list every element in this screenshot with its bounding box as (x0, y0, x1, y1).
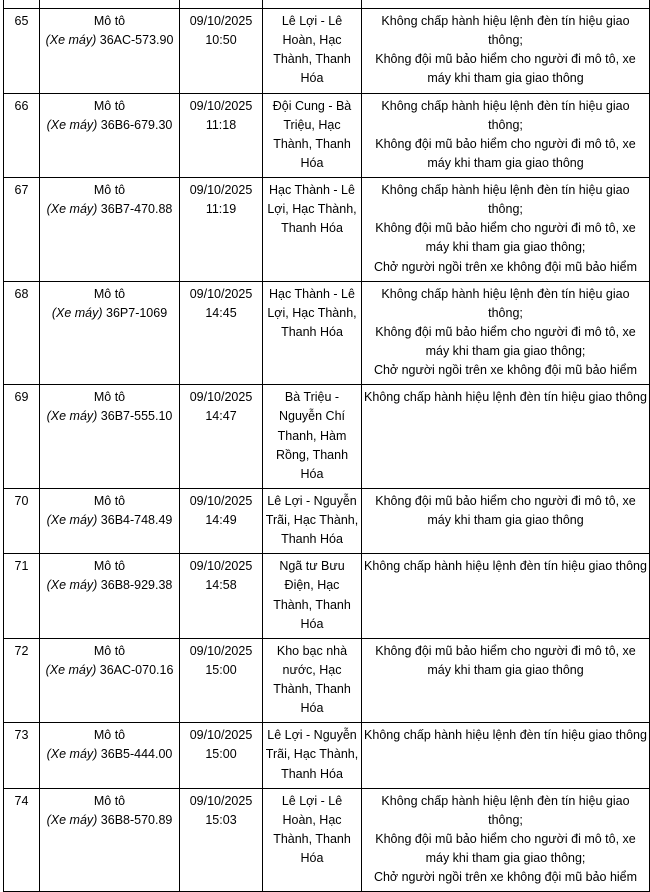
datetime-cell (180, 788, 263, 892)
vehicle-plate: 36B5-444.00 (100, 747, 173, 762)
violation-time: 14:45 (205, 305, 237, 320)
row-number-cell (4, 723, 40, 788)
vehicle-note: (Xe máy) (45, 33, 97, 48)
row-number-cell (4, 385, 40, 489)
violation-time: 11:18 (205, 117, 237, 132)
violation-item: Không chấp hành hiệu lệnh đèn tín hiệu giao thông (364, 390, 647, 405)
vehicle-plate: 36B4-748.49 (100, 513, 173, 527)
vehicle-note: (Xe máy) (46, 117, 98, 132)
row-number-cell (4, 638, 40, 723)
vehicle-type: Mô tô (93, 390, 126, 405)
violation-cell (362, 178, 650, 282)
table-row (4, 9, 650, 94)
vehicle-plate-line (42, 31, 177, 50)
clipped-cell (40, 0, 180, 9)
violation-list (364, 557, 647, 576)
vehicle-plate-line (42, 576, 177, 595)
datetime-cell (180, 178, 263, 282)
violation-time: 15:00 (205, 747, 237, 762)
vehicle-type: Mô tô (93, 493, 126, 508)
violation-cell (362, 638, 650, 723)
vehicle-plate-line (42, 407, 177, 426)
vehicle-plate: 36B6-679.30 (100, 117, 173, 132)
clipped-cell (4, 0, 40, 9)
vehicle-plate: 36AC-070.16 (99, 662, 174, 677)
violation-item: Không đội mũ bảo hiểm cho người đi mô tô, xe máy khi tham gia giao thông; (375, 324, 636, 358)
violation-item: Không đội mũ bảo hiểm cho người đi mô tô, xe máy khi tham gia giao thông; (375, 831, 636, 865)
vehicle-cell (40, 178, 180, 282)
violation-item: Chở người ngồi trên xe không đội mũ bảo hiểm (373, 363, 638, 378)
violation-item: Không đội mũ bảo hiểm cho người đi mô tô, xe máy khi tham gia giao thông; (375, 221, 636, 255)
violations-table-body (4, 0, 650, 892)
violation-time: 10:50 (205, 33, 237, 48)
violation-item: Chở người ngồi trên xe không đội mũ bảo hiểm (373, 870, 638, 885)
location-cell (263, 554, 362, 639)
violation-item: Không chấp hành hiệu lệnh đèn tín hiệu giao thông; (381, 183, 630, 217)
vehicle-note: (Xe máy) (46, 409, 98, 424)
violation-item: Không đội mũ bảo hiểm cho người đi mô tô, xe máy khi tham gia giao thông (375, 643, 636, 677)
vehicle-cell (40, 9, 180, 94)
vehicle-cell (40, 281, 180, 385)
vehicle-plate: 36P7-1069 (106, 305, 168, 320)
table-row (4, 488, 650, 553)
violations-table (3, 0, 650, 892)
vehicle-note: (Xe máy) (46, 812, 98, 827)
vehicle-plate: 36B8-570.89 (100, 812, 173, 827)
location-cell (263, 178, 362, 282)
violation-location: Hạc Thành - Lê Lợi, Hạc Thành, Thanh Hóa (267, 183, 357, 236)
violation-item: Không chấp hành hiệu lệnh đèn tín hiệu giao thông; (381, 14, 630, 48)
violation-item: Không chấp hành hiệu lệnh đèn tín hiệu giao thông; (381, 286, 630, 320)
row-number: 72 (14, 643, 29, 658)
table-row (4, 385, 650, 489)
location-cell (263, 788, 362, 892)
table-row (4, 93, 650, 178)
vehicle-type: Mô tô (93, 98, 126, 113)
datetime-cell (180, 638, 263, 723)
row-number: 69 (14, 390, 29, 405)
violation-location: Lê Lợi - Lê Hoàn, Hạc Thành, Thanh Hóa (273, 14, 351, 86)
vehicle-cell (40, 93, 180, 178)
clipped-previous-row (4, 0, 650, 9)
violation-list (364, 792, 647, 888)
vehicle-note: (Xe máy) (51, 305, 103, 320)
violation-date: 09/10/2025 (189, 14, 253, 28)
violation-cell (362, 488, 650, 553)
location-cell (263, 93, 362, 178)
violation-cell (362, 723, 650, 788)
datetime-cell (180, 9, 263, 94)
violation-item: Không chấp hành hiệu lệnh đèn tín hiệu giao thông; (381, 793, 630, 827)
row-number: 70 (14, 493, 29, 508)
table-row (4, 638, 650, 723)
vehicle-plate: 36B8-929.38 (100, 578, 173, 593)
clipped-cell (362, 0, 650, 9)
table-row (4, 788, 650, 892)
vehicle-note: (Xe máy) (46, 578, 98, 593)
location-cell (263, 281, 362, 385)
violation-cell (362, 281, 650, 385)
violation-item: Không đội mũ bảo hiểm cho người đi mô tô, xe máy khi tham gia giao thông (375, 52, 636, 86)
violation-location: Kho bạc nhà nước, Hạc Thành, Thanh Hóa (273, 643, 351, 716)
violation-date: 09/10/2025 (189, 793, 253, 808)
violation-cell (362, 9, 650, 94)
violation-time: 11:19 (205, 202, 237, 217)
violation-time: 14:47 (205, 409, 237, 424)
row-number-cell (4, 93, 40, 178)
violation-cell (362, 385, 650, 489)
violation-list (364, 285, 647, 381)
location-cell (263, 9, 362, 94)
row-number: 65 (14, 14, 29, 28)
vehicle-type: Mô tô (93, 14, 126, 28)
vehicle-plate: 36B7-470.88 (100, 202, 173, 217)
violation-list (364, 12, 647, 89)
vehicle-plate: 36B7-555.10 (100, 409, 173, 424)
violation-location: Hạc Thành - Lê Lợi, Hạc Thành, Thanh Hóa (267, 286, 357, 339)
violation-list (364, 492, 647, 530)
violation-location: Lê Lợi - Nguyễn Trãi, Hạc Thành, Thanh Hóa (265, 493, 359, 547)
location-cell (263, 488, 362, 553)
violation-location: Đội Cung - Bà Triệu, Hạc Thành, Thanh Hóa (272, 98, 352, 170)
datetime-cell (180, 385, 263, 489)
row-number-cell (4, 281, 40, 385)
vehicle-type: Mô tô (93, 643, 126, 658)
vehicle-cell (40, 385, 180, 489)
vehicle-plate-line (42, 116, 177, 135)
violation-time: 15:03 (205, 812, 237, 827)
violation-location: Bà Triệu - Nguyễn Chí Thanh, Hàm Rồng, Thanh Hóa (275, 390, 349, 481)
datetime-cell (180, 281, 263, 385)
violation-list (364, 642, 647, 680)
violation-list (364, 388, 647, 407)
datetime-cell (180, 723, 263, 788)
vehicle-plate: 36AC-573.90 (99, 33, 174, 48)
vehicle-type: Mô tô (93, 183, 126, 197)
row-number-cell (4, 554, 40, 639)
violation-date: 09/10/2025 (189, 493, 253, 508)
row-number: 68 (14, 286, 29, 301)
violation-cell (362, 93, 650, 178)
violation-date: 09/10/2025 (189, 98, 253, 113)
row-number: 67 (14, 183, 29, 197)
violation-date: 09/10/2025 (189, 390, 253, 405)
violation-date: 09/10/2025 (189, 643, 253, 658)
vehicle-note: (Xe máy) (45, 662, 97, 677)
violation-date: 09/10/2025 (189, 559, 253, 574)
vehicle-plate-line (42, 811, 177, 830)
vehicle-plate-line (42, 745, 177, 764)
vehicle-cell (40, 554, 180, 639)
vehicle-type: Mô tô (93, 793, 126, 808)
violation-item: Không chấp hành hiệu lệnh đèn tín hiệu giao thông; (381, 98, 630, 132)
clipped-cell (180, 0, 263, 9)
vehicle-cell (40, 488, 180, 553)
violation-time: 15:00 (205, 662, 237, 677)
violation-item: Chở người ngồi trên xe không đội mũ bảo hiểm (373, 259, 638, 274)
datetime-cell (180, 488, 263, 553)
vehicle-note: (Xe máy) (46, 202, 98, 217)
vehicle-cell (40, 638, 180, 723)
row-number: 73 (14, 728, 29, 743)
violation-item: Không đội mũ bảo hiểm cho người đi mô tô, xe máy khi tham gia giao thông (375, 136, 636, 170)
clipped-cell (263, 0, 362, 9)
vehicle-note: (Xe máy) (46, 747, 98, 762)
vehicle-type: Mô tô (93, 728, 126, 743)
vehicle-cell (40, 788, 180, 892)
violation-time: 14:58 (205, 578, 237, 593)
location-cell (263, 638, 362, 723)
vehicle-plate-line (42, 200, 177, 219)
violation-time: 14:49 (205, 513, 237, 527)
row-number: 71 (14, 559, 29, 574)
violation-list (364, 97, 647, 174)
violation-cell (362, 554, 650, 639)
violation-item: Không chấp hành hiệu lệnh đèn tín hiệu giao thông (364, 728, 647, 743)
vehicle-plate-line (42, 511, 177, 530)
violation-date: 09/10/2025 (189, 286, 253, 301)
row-number: 74 (14, 793, 29, 808)
vehicle-type: Mô tô (93, 559, 126, 574)
violation-location: Lê Lợi - Lê Hoàn, Hạc Thành, Thanh Hóa (273, 793, 351, 865)
datetime-cell (180, 554, 263, 639)
datetime-cell (180, 93, 263, 178)
vehicle-type: Mô tô (93, 286, 126, 301)
violation-list (364, 181, 647, 277)
row-number-cell (4, 9, 40, 94)
row-number-cell (4, 488, 40, 553)
violation-date: 09/10/2025 (189, 183, 253, 197)
table-row (4, 178, 650, 282)
violation-location: Ngã tư Bưu Điện, Hạc Thành, Thanh Hóa (273, 559, 351, 631)
row-number-cell (4, 788, 40, 892)
violation-date: 09/10/2025 (189, 728, 253, 743)
violation-cell (362, 788, 650, 892)
table-row (4, 554, 650, 639)
violation-list (364, 726, 647, 745)
location-cell (263, 385, 362, 489)
vehicle-cell (40, 723, 180, 788)
violation-item: Không chấp hành hiệu lệnh đèn tín hiệu giao thông (364, 559, 647, 574)
violation-item: Không đội mũ bảo hiểm cho người đi mô tô, xe máy khi tham gia giao thông (375, 493, 636, 527)
location-cell (263, 723, 362, 788)
vehicle-plate-line (42, 304, 177, 323)
violation-location: Lê Lợi - Nguyễn Trãi, Hạc Thành, Thanh Hóa (265, 728, 359, 781)
row-number-cell (4, 178, 40, 282)
table-row (4, 723, 650, 788)
vehicle-note: (Xe máy) (46, 513, 98, 527)
row-number: 66 (14, 98, 29, 113)
vehicle-plate-line (42, 661, 177, 680)
table-row (4, 281, 650, 385)
